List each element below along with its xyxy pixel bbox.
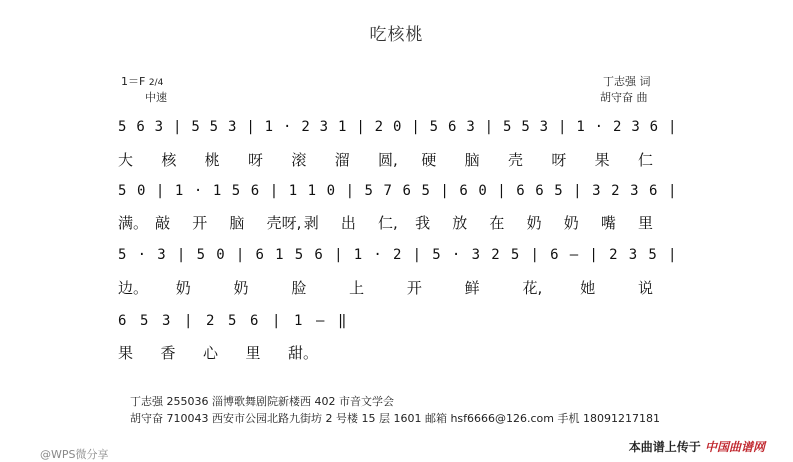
note: 5: [294, 247, 304, 263]
note: 6: [250, 313, 259, 329]
note: 1: [307, 183, 317, 199]
barline: ‖: [338, 313, 347, 329]
lyric-word: 奶: [233, 279, 249, 297]
lyric-word: 仁,: [378, 214, 398, 232]
note: 6: [255, 247, 264, 263]
note: 6: [516, 183, 525, 199]
composer-credit: 胡守奋 曲: [600, 91, 648, 104]
note: 0: [136, 183, 146, 199]
upload-note: 本曲谱上传于: [628, 440, 701, 454]
lyric-word: 里: [245, 344, 261, 362]
lyric-word: 奶: [563, 214, 579, 232]
note: 0: [326, 183, 336, 199]
note: 5: [191, 119, 200, 135]
barline: |: [345, 183, 355, 199]
note: 3: [162, 313, 171, 329]
note: 1: [338, 119, 347, 135]
note: 1: [174, 183, 184, 199]
wps-watermark: @WPS微分享: [40, 448, 109, 461]
lyric-word: 里: [638, 214, 654, 232]
lyric-row: [118, 342, 668, 364]
notation-row: [118, 313, 678, 335]
note: 5: [421, 183, 430, 199]
lyric-word: 边。: [118, 279, 149, 297]
note: —: [569, 247, 579, 263]
key-signature: [121, 73, 163, 89]
note: 3: [228, 119, 237, 135]
barline: |: [530, 247, 539, 263]
note: 5: [364, 183, 373, 199]
note: 5: [209, 119, 219, 135]
note: 7: [383, 183, 392, 199]
note: 5: [648, 247, 657, 263]
lyric-word: 开: [192, 214, 208, 232]
note: —: [316, 313, 325, 329]
lyric-word: 果: [594, 151, 610, 169]
lyric-word: 核: [161, 151, 177, 169]
note: 2: [613, 119, 622, 135]
note: 6: [550, 247, 559, 263]
barline: |: [497, 183, 506, 199]
lyricist-credit: 丁志强 词: [603, 75, 651, 88]
note: 6: [250, 183, 260, 199]
lyric-word: 上: [349, 279, 365, 297]
lyric-word: 奶: [526, 214, 542, 232]
barline: |: [411, 119, 420, 135]
lyric-word: 硬: [421, 151, 437, 169]
barline: |: [412, 247, 422, 263]
barline: |: [668, 119, 677, 135]
barline: |: [269, 183, 279, 199]
notation-row: [118, 183, 678, 205]
note: ·: [594, 119, 604, 135]
barline: |: [573, 183, 582, 199]
note: 0: [216, 247, 225, 263]
lyric-word: 壳呀,: [266, 214, 302, 232]
lyric-word: 大: [118, 151, 134, 169]
lyric-word: 溜: [334, 151, 350, 169]
lyric-word: 脑: [464, 151, 480, 169]
time-signature: 2/4: [148, 78, 164, 88]
note: 5: [140, 313, 149, 329]
composer-address: 胡守奋 710043 西安市公园北路九街坊 2 号楼 15 层 1601 邮箱 hsf6666@126.com 手机 18091217181: [130, 412, 660, 425]
lyric-word: 我: [415, 214, 431, 232]
lyricist-address: 丁志强 255036 淄博歌舞剧院新楼西 402 市音文学会: [130, 395, 394, 408]
barline: |: [184, 313, 193, 329]
lyric-word: 她: [580, 279, 596, 297]
note: 2: [609, 247, 618, 263]
note: 3: [628, 247, 638, 263]
note: 5: [510, 247, 520, 263]
site-logo[interactable]: 中国曲谱网: [704, 440, 765, 454]
note: ·: [137, 247, 147, 263]
note: ·: [451, 247, 461, 263]
note: 6: [459, 183, 468, 199]
note: 5: [554, 183, 563, 199]
barline: |: [558, 119, 567, 135]
note: 2: [491, 247, 500, 263]
lyric-word: 仁: [638, 151, 654, 169]
note: 3: [319, 119, 329, 135]
note: 1: [275, 247, 284, 263]
note: 3: [630, 183, 639, 199]
note: 5: [503, 119, 512, 135]
note: 6: [402, 183, 411, 199]
note: 5: [521, 119, 530, 135]
note: 6: [448, 119, 457, 135]
note: 1: [353, 247, 363, 263]
note: 2: [611, 183, 620, 199]
note: 6: [314, 247, 323, 263]
lyric-word: 敲: [155, 214, 171, 232]
lyric-word: 开: [406, 279, 422, 297]
barline: |: [440, 183, 449, 199]
note: 6: [118, 313, 127, 329]
lyric-word: 满。: [118, 214, 149, 232]
barline: |: [484, 119, 494, 135]
note: ·: [193, 183, 203, 199]
note: 0: [393, 119, 402, 135]
lyric-word: 呀: [551, 151, 567, 169]
notation-row: [118, 119, 678, 141]
note: ·: [283, 119, 292, 135]
note: 3: [466, 119, 475, 135]
note: 2: [374, 119, 384, 135]
lyric-word: 嘴: [600, 214, 616, 232]
lyric-word: 滚: [291, 151, 307, 169]
lyric-word: 心: [203, 344, 219, 362]
barline: |: [668, 247, 677, 263]
note: 6: [535, 183, 544, 199]
lyric-row: [118, 277, 668, 299]
note: 5: [429, 119, 439, 135]
lyric-word: 桃: [204, 151, 220, 169]
lyric-word: 放: [452, 214, 468, 232]
lyric-word: 出: [340, 214, 356, 232]
barline: |: [272, 313, 281, 329]
note: 3: [471, 247, 480, 263]
lyric-word: 在: [489, 214, 505, 232]
lyric-word: 鲜: [464, 279, 480, 297]
barline: |: [589, 247, 598, 263]
barline: |: [246, 119, 255, 135]
note: 3: [592, 183, 601, 199]
lyric-word: 奶: [175, 279, 191, 297]
notation-row: [118, 247, 678, 269]
lyric-word: 花,: [522, 279, 543, 297]
note: 6: [649, 119, 659, 135]
lyric-word: 果: [118, 344, 134, 362]
note: 5: [118, 247, 127, 263]
lyric-word: 壳: [508, 151, 524, 169]
lyric-row: [118, 212, 668, 234]
lyric-word: 脸: [291, 279, 307, 297]
note: 2: [206, 313, 215, 329]
note: 3: [154, 119, 164, 135]
barline: |: [155, 183, 165, 199]
tempo-marking: 中速: [145, 91, 167, 104]
note: ·: [373, 247, 382, 263]
note: 6: [136, 119, 145, 135]
lyric-word: 说: [638, 279, 654, 297]
note: 2: [301, 119, 310, 135]
lyric-word: 圆,: [378, 151, 398, 169]
lyric-word: 甜。: [288, 344, 319, 362]
note: 5: [432, 247, 441, 263]
note: 3: [157, 247, 166, 263]
note: 1: [576, 119, 585, 135]
barline: |: [235, 247, 245, 263]
lyric-word: 剥: [303, 214, 319, 232]
barline: |: [668, 183, 677, 199]
barline: |: [173, 119, 182, 135]
key-label: 1＝F: [121, 75, 146, 88]
note: 1: [288, 183, 298, 199]
note: 5: [231, 183, 241, 199]
note: 5: [118, 119, 127, 135]
lyric-word: 呀: [248, 151, 264, 169]
note: 0: [478, 183, 487, 199]
upload-source[interactable]: [629, 438, 765, 455]
barline: |: [334, 247, 343, 263]
note: 6: [649, 183, 658, 199]
note: 5: [228, 313, 237, 329]
note: 3: [539, 119, 549, 135]
note: 1: [294, 313, 303, 329]
lyric-word: 香: [160, 344, 176, 362]
barline: |: [356, 119, 365, 135]
barline: |: [176, 247, 186, 263]
song-title: 吃核桃: [369, 25, 424, 45]
note: 1: [212, 183, 222, 199]
note: 1: [264, 119, 274, 135]
note: 5: [118, 183, 127, 199]
note: 2: [393, 247, 402, 263]
note: 5: [196, 247, 205, 263]
note: 3: [631, 119, 640, 135]
lyric-row: [118, 149, 668, 171]
lyric-word: 脑: [229, 214, 245, 232]
